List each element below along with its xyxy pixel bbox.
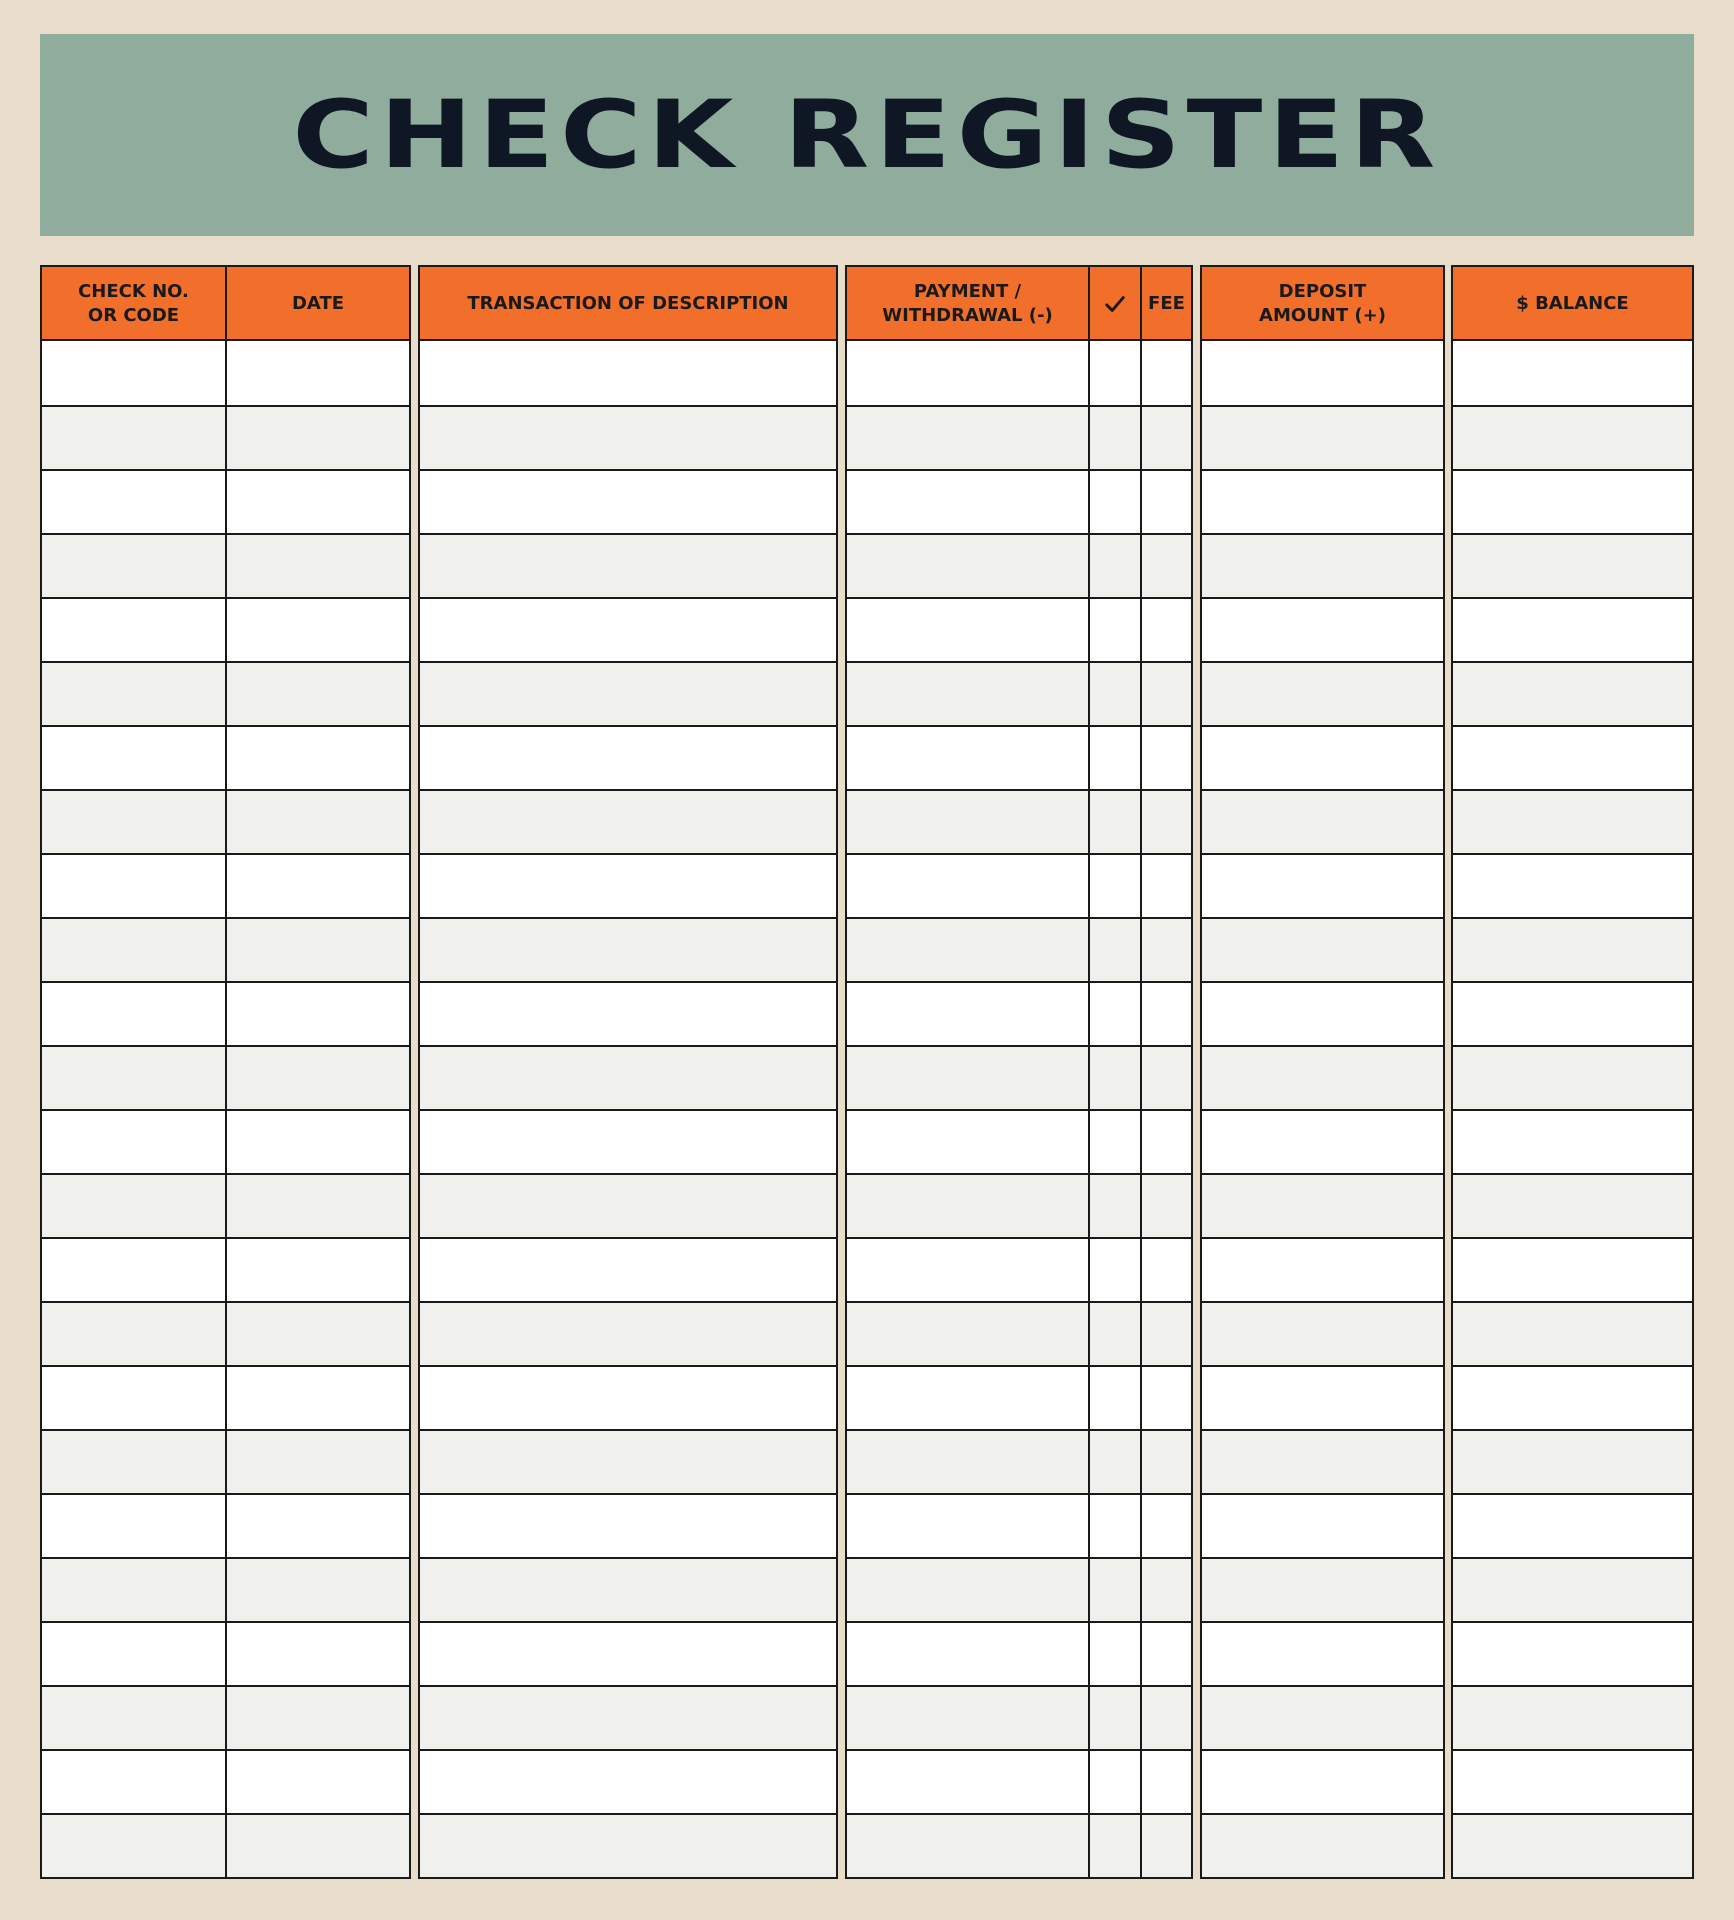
register-row-cell-group[interactable] <box>1202 1685 1443 1749</box>
register-row-cell-group[interactable] <box>1453 725 1692 789</box>
header-date: DATE <box>227 267 409 341</box>
register-row-cell-group[interactable] <box>420 405 836 469</box>
header-payment: PAYMENT / WITHDRAWAL (-) <box>847 267 1090 341</box>
register-row-cell-group[interactable] <box>1453 1365 1692 1429</box>
register-row-cell-group[interactable] <box>420 597 836 661</box>
register-row-cell-group[interactable] <box>420 917 836 981</box>
register-row-cell-group[interactable] <box>1202 1493 1443 1557</box>
column-divider <box>1140 267 1142 1877</box>
register-row-cell-group[interactable] <box>420 1045 836 1109</box>
register-row-cell-group[interactable] <box>1202 1621 1443 1685</box>
register-row-cell-group[interactable] <box>420 341 836 405</box>
register-row-cell-group[interactable] <box>1453 661 1692 725</box>
register-row-cell-group[interactable] <box>1453 1557 1692 1621</box>
register-row-cell-group[interactable] <box>1202 981 1443 1045</box>
register-row-cell-group[interactable] <box>1453 597 1692 661</box>
register-row-cell-group[interactable] <box>1202 1365 1443 1429</box>
register-row-cell-group[interactable] <box>1453 1813 1692 1877</box>
register-row-cell-group[interactable] <box>420 1237 836 1301</box>
header-description: TRANSACTION OF DESCRIPTION <box>420 267 836 341</box>
register-row-cell-group[interactable] <box>1453 917 1692 981</box>
register-row-cell-group[interactable] <box>1453 1237 1692 1301</box>
register-row-cell-group[interactable] <box>420 1365 836 1429</box>
register-row-cell-group[interactable] <box>420 1173 836 1237</box>
register-row-cell-group[interactable] <box>420 1493 836 1557</box>
register-row-cell-group[interactable] <box>420 853 836 917</box>
register-row-cell-group[interactable] <box>1453 341 1692 405</box>
check-date-column-group <box>40 265 411 1879</box>
register-row-cell-group[interactable] <box>1202 597 1443 661</box>
register-row-cell-group[interactable] <box>420 1621 836 1685</box>
register-row-cell-group[interactable] <box>1453 469 1692 533</box>
register-row-cell-group[interactable] <box>1202 1173 1443 1237</box>
header-fee: FEE <box>1142 267 1191 341</box>
register-row-cell-group[interactable] <box>1453 1749 1692 1813</box>
register-row-cell-group[interactable] <box>1202 1429 1443 1493</box>
register-row-cell-group[interactable] <box>1202 725 1443 789</box>
register-row-cell-group[interactable] <box>1202 1301 1443 1365</box>
register-row-cell-group[interactable] <box>1453 533 1692 597</box>
register-row-cell-group[interactable] <box>1453 1109 1692 1173</box>
register-row-cell-group[interactable] <box>1202 1237 1443 1301</box>
page-title: CHECK REGISTER <box>292 80 1442 190</box>
register-row-cell-group[interactable] <box>420 661 836 725</box>
checkmark-icon <box>1104 293 1126 315</box>
register-row-cell-group[interactable] <box>1453 405 1692 469</box>
register-row-cell-group[interactable] <box>420 533 836 597</box>
register-row-cell-group[interactable] <box>420 1429 836 1493</box>
header-balance: $ BALANCE <box>1453 267 1692 341</box>
register-row-cell-group[interactable] <box>420 725 836 789</box>
register-row-cell-group[interactable] <box>1453 853 1692 917</box>
deposit-column-group <box>1200 265 1445 1879</box>
check-register-table <box>40 265 1694 1879</box>
register-row-cell-group[interactable] <box>1453 789 1692 853</box>
register-row-cell-group[interactable] <box>1202 1813 1443 1877</box>
register-row-cell-group[interactable] <box>1202 853 1443 917</box>
register-row-cell-group[interactable] <box>420 981 836 1045</box>
payment-column-group <box>845 265 1193 1879</box>
balance-column-group <box>1451 265 1694 1879</box>
title-banner <box>40 34 1694 236</box>
register-row-cell-group[interactable] <box>1202 661 1443 725</box>
register-row-cell-group[interactable] <box>420 1813 836 1877</box>
register-row-cell-group[interactable] <box>420 1685 836 1749</box>
register-row-cell-group[interactable] <box>420 1557 836 1621</box>
register-row-cell-group[interactable] <box>1202 341 1443 405</box>
register-row-cell-group[interactable] <box>1453 1493 1692 1557</box>
header-deposit: DEPOSIT AMOUNT (+) <box>1202 267 1443 341</box>
register-row-cell-group[interactable] <box>1202 1109 1443 1173</box>
register-row-cell-group[interactable] <box>1202 1045 1443 1109</box>
header-check-no: CHECK NO. OR CODE <box>42 267 227 341</box>
register-row-cell-group[interactable] <box>1202 1557 1443 1621</box>
register-row-cell-group[interactable] <box>1202 1749 1443 1813</box>
register-row-cell-group[interactable] <box>1202 533 1443 597</box>
register-row-cell-group[interactable] <box>1202 405 1443 469</box>
column-divider <box>225 267 227 1877</box>
register-row-cell-group[interactable] <box>1453 1685 1692 1749</box>
register-row-cell-group[interactable] <box>1453 981 1692 1045</box>
register-row-cell-group[interactable] <box>420 789 836 853</box>
register-row-cell-group[interactable] <box>420 469 836 533</box>
register-row-cell-group[interactable] <box>420 1749 836 1813</box>
register-row-cell-group[interactable] <box>1453 1621 1692 1685</box>
register-row-cell-group[interactable] <box>420 1109 836 1173</box>
register-row-cell-group[interactable] <box>1453 1173 1692 1237</box>
description-column-group <box>418 265 838 1879</box>
register-row-cell-group[interactable] <box>1202 789 1443 853</box>
register-row-cell-group[interactable] <box>420 1301 836 1365</box>
column-divider <box>1088 267 1090 1877</box>
register-row-cell-group[interactable] <box>1453 1045 1692 1109</box>
register-row-cell-group[interactable] <box>1453 1429 1692 1493</box>
register-row-cell-group[interactable] <box>1202 917 1443 981</box>
register-row-cell-group[interactable] <box>1202 469 1443 533</box>
header-cleared <box>1090 267 1142 341</box>
register-row-cell-group[interactable] <box>1453 1301 1692 1365</box>
